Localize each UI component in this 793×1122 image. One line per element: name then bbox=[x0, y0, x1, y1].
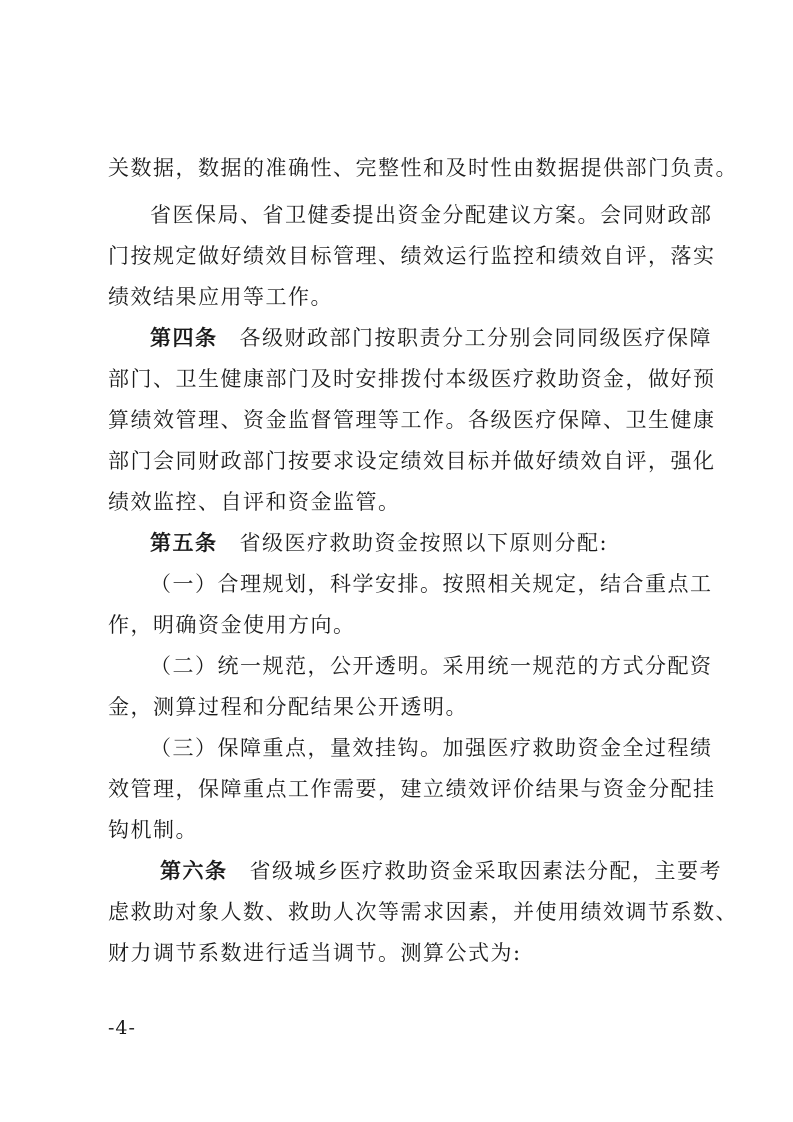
article-heading: 第四条 bbox=[150, 325, 218, 350]
page-number: -4- bbox=[108, 1017, 136, 1039]
line-text: 门按规定做好绩效目标管理、绩效运行监控和绩效自评，落实 bbox=[108, 244, 716, 268]
line-text: 省级医疗救助资金按照以下原则分配: bbox=[239, 531, 609, 555]
text-line bbox=[108, 892, 738, 932]
text-line bbox=[108, 687, 468, 727]
text-line bbox=[108, 236, 716, 276]
line-text: 省级城乡医疗救助资金采取因素法分配，主要考 bbox=[249, 859, 722, 883]
paragraph-start-line bbox=[150, 728, 713, 768]
line-text: 各级财政部门按职责分工分别会同同级医疗保障 bbox=[239, 326, 712, 350]
line-text: 部门会同财政部门按要求设定绩效目标并做好绩效自评，强化 bbox=[108, 449, 716, 473]
article-line bbox=[150, 318, 712, 358]
paragraph-start-line bbox=[150, 646, 713, 686]
article-line bbox=[160, 851, 722, 891]
text-line bbox=[108, 482, 401, 522]
line-text: 效管理，保障重点工作需要，建立绩效评价结果与资金分配挂 bbox=[108, 777, 716, 801]
text-line bbox=[108, 605, 356, 645]
text-line bbox=[108, 810, 198, 850]
text-line bbox=[108, 400, 716, 440]
line-text: 虑救助对象人数、救助人次等需求因素，并使用绩效调节系数、 bbox=[108, 900, 738, 924]
line-text: （二）统一规范，公开透明。采用统一规范的方式分配资 bbox=[150, 654, 713, 678]
line-text: 金，测算过程和分配结果公开透明。 bbox=[108, 695, 468, 719]
text-line bbox=[108, 933, 522, 973]
line-text: 财力调节系数进行适当调节。测算公式为: bbox=[108, 941, 522, 965]
paragraph-start-line bbox=[150, 564, 713, 604]
article-heading: 第五条 bbox=[150, 530, 218, 555]
text-line bbox=[108, 277, 333, 317]
text-line bbox=[108, 359, 716, 399]
line-text: （一）合理规划，科学安排。按照相关规定，结合重点工 bbox=[150, 572, 713, 596]
line-text: 算绩效管理、资金监督管理等工作。各级医疗保障、卫生健康 bbox=[108, 408, 716, 432]
paragraph-start-line bbox=[150, 195, 713, 235]
text-line bbox=[108, 148, 738, 188]
text-line bbox=[108, 769, 716, 809]
line-text: 作，明确资金使用方向。 bbox=[108, 613, 356, 637]
line-text: 部门、卫生健康部门及时安排拨付本级医疗救助资金，做好预 bbox=[108, 367, 716, 391]
line-text: 绩效结果应用等工作。 bbox=[108, 285, 333, 309]
article-heading: 第六条 bbox=[160, 858, 228, 883]
line-text: 绩效监控、自评和资金监管。 bbox=[108, 490, 401, 514]
article-line bbox=[150, 523, 608, 563]
line-text: 省医保局、省卫健委提出资金分配建议方案。会同财政部 bbox=[150, 203, 713, 227]
line-text: 关数据，数据的准确性、完整性和及时性由数据提供部门负责。 bbox=[108, 156, 738, 180]
line-text: 钩机制。 bbox=[108, 818, 198, 842]
text-line bbox=[108, 441, 716, 481]
line-text: （三）保障重点，量效挂钩。加强医疗救助资金全过程绩 bbox=[150, 736, 713, 760]
